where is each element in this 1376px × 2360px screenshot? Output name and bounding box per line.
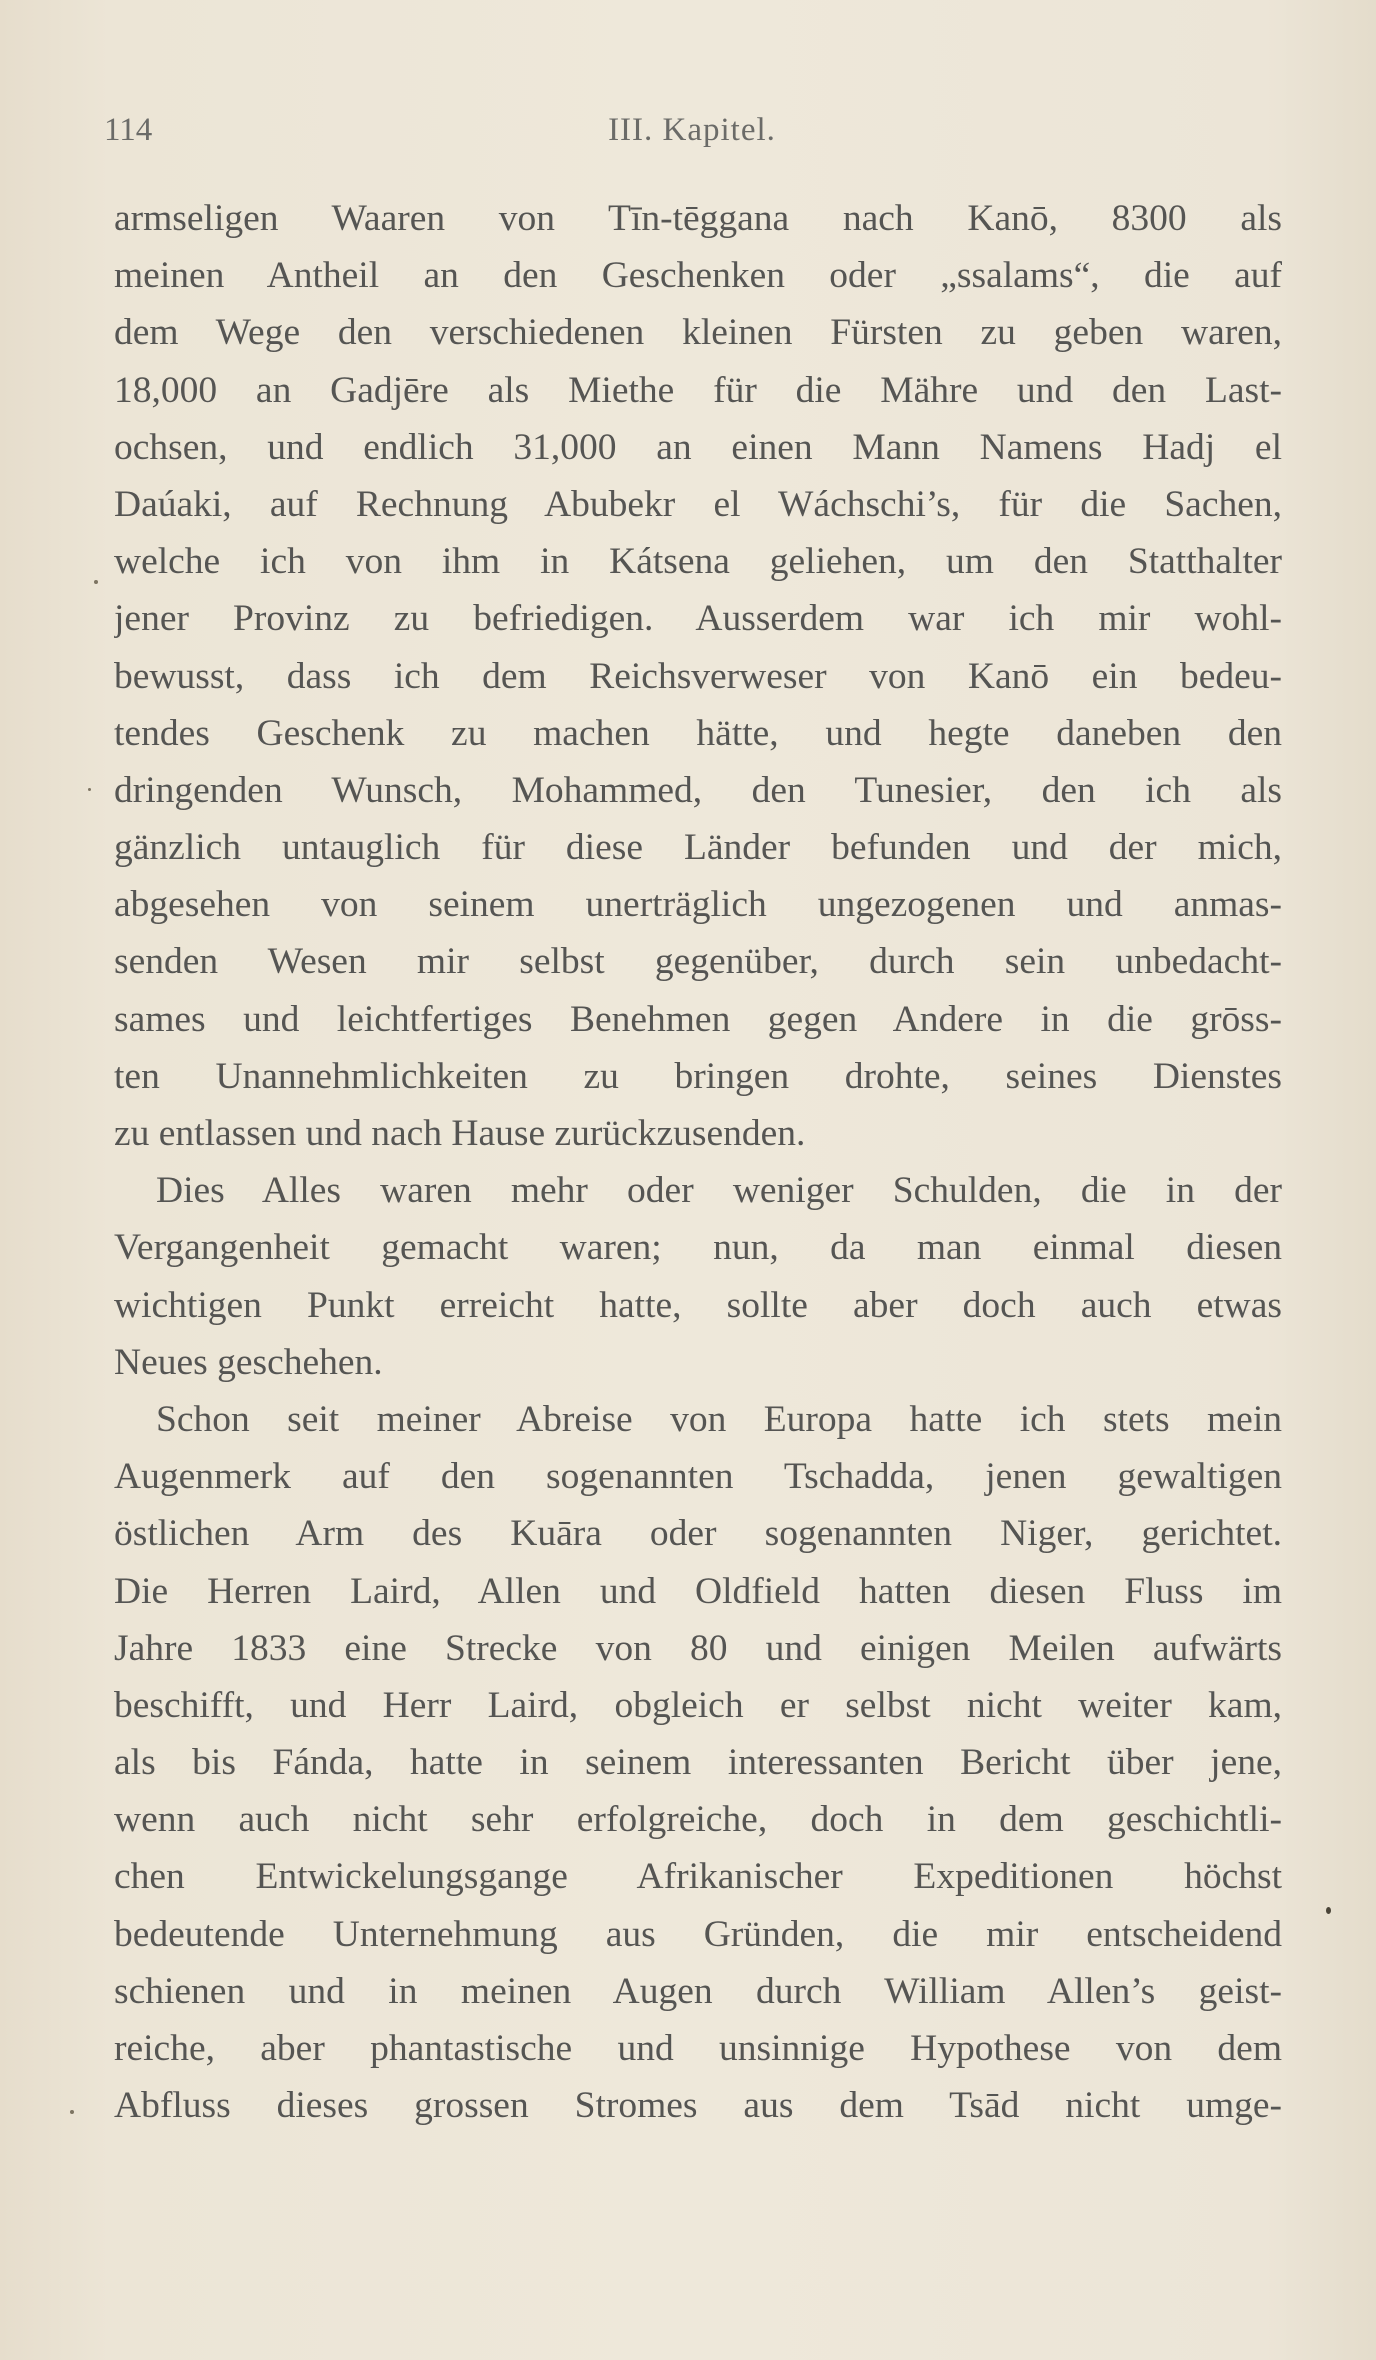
text-line: wenn auch nicht sehr erfolgreiche, doch in dem geschichtli- [114,1799,1282,1841]
text-line: wichtigen Punkt erreicht hatte, sollte aber doch auch etwas [114,1284,1282,1326]
text-line: zu entlassen und nach Hause zurückzusenden. [114,1113,806,1154]
text-line: Dies Alles waren mehr oder weniger Schulden, die in der [156,1170,1282,1212]
text-line: welche ich von ihm in Kátsena geliehen, um den Statthalter [114,541,1282,583]
paper-speck [70,2110,74,2114]
text-line: armseligen Waaren von Tīn-tēggana nach Kanō, 8300 als [114,198,1282,239]
text-line: Abfluss dieses grossen Stromes aus dem Tsād nicht umge- [114,2085,1282,2127]
text-line: senden Wesen mir selbst gegenüber, durch sein unbedacht- [114,941,1282,983]
chapter-title: III. Kapitel. [608,112,776,148]
text-line: schienen und in meinen Augen durch William Allen’s geist- [114,1970,1282,2012]
text-line: dem Wege den verschiedenen kleinen Fürsten zu geben waren, [114,312,1282,354]
text-line: jener Provinz zu befriedigen. Ausserdem war ich mir wohl- [114,598,1282,640]
text-line: bedeutende Unternehmung aus Gründen, die mir entscheidend [114,1913,1282,1955]
text-line: chen Entwickelungsgange Afrikanischer Expeditionen höchst [114,1856,1282,1898]
text-line: tendes Geschenk zu machen hätte, und hegte daneben den [114,712,1282,754]
text-line: Vergangenheit gemacht waren; nun, da man einmal diesen [114,1227,1282,1269]
paper-speck [1326,1907,1331,1914]
text-line: 18,000 an Gadjēre als Miethe für die Mähre und den Last- [114,369,1282,411]
text-line: Augenmerk auf den sogenannten Tschadda, jenen gewaltigen [114,1456,1282,1498]
text-line: reiche, aber phantastische und unsinnige Hypothese von dem [114,2028,1282,2069]
text-line: ochsen, und endlich 31,000 an einen Mann Namens Hadj el [114,426,1282,468]
paper-speck [94,580,98,584]
text-line: Die Herren Laird, Allen und Oldfield hatten diesen Fluss im [114,1570,1282,1612]
text-line: Jahre 1833 eine Strecke von 80 und einigen Meilen aufwärts [114,1627,1282,1669]
paper-speck [88,788,91,791]
text-line: meinen Antheil an den Geschenken oder „ssalams“, die auf [114,255,1282,297]
text-line: als bis Fánda, hatte in seinem interessanten Bericht über jene, [114,1742,1282,1784]
text-line: Neues geschehen. [114,1341,383,1383]
text-line: dringenden Wunsch, Mohammed, den Tunesier, den ich als [114,769,1282,811]
text-line: sames und leichtfertiges Benehmen gegen Andere in die grōss- [114,998,1282,1040]
text-line: Schon seit meiner Abreise von Europa hatte ich stets mein [156,1398,1282,1440]
running-head [104,112,1280,162]
text-line: östlichen Arm des Kuāra oder sogenannten Niger, gerichtet. [114,1513,1282,1555]
page-number: 114 [104,112,153,148]
text-line: bewusst, dass ich dem Reichsverweser von Kanō ein bedeu- [114,655,1282,697]
body-text [114,190,1282,2134]
text-line: Daúaki, auf Rechnung Abubekr el Wáchschi’s, für die Sachen, [114,483,1282,525]
text-line: beschifft, und Herr Laird, obgleich er selbst nicht weiter kam, [114,1684,1282,1726]
text-line: abgesehen von seinem unerträglich ungezogenen und anmas- [114,884,1282,926]
text-line: gänzlich untauglich für diese Länder befunden und der mich, [114,827,1282,869]
text-line: ten Unannehmlichkeiten zu bringen drohte, seines Dienstes [114,1055,1282,1097]
